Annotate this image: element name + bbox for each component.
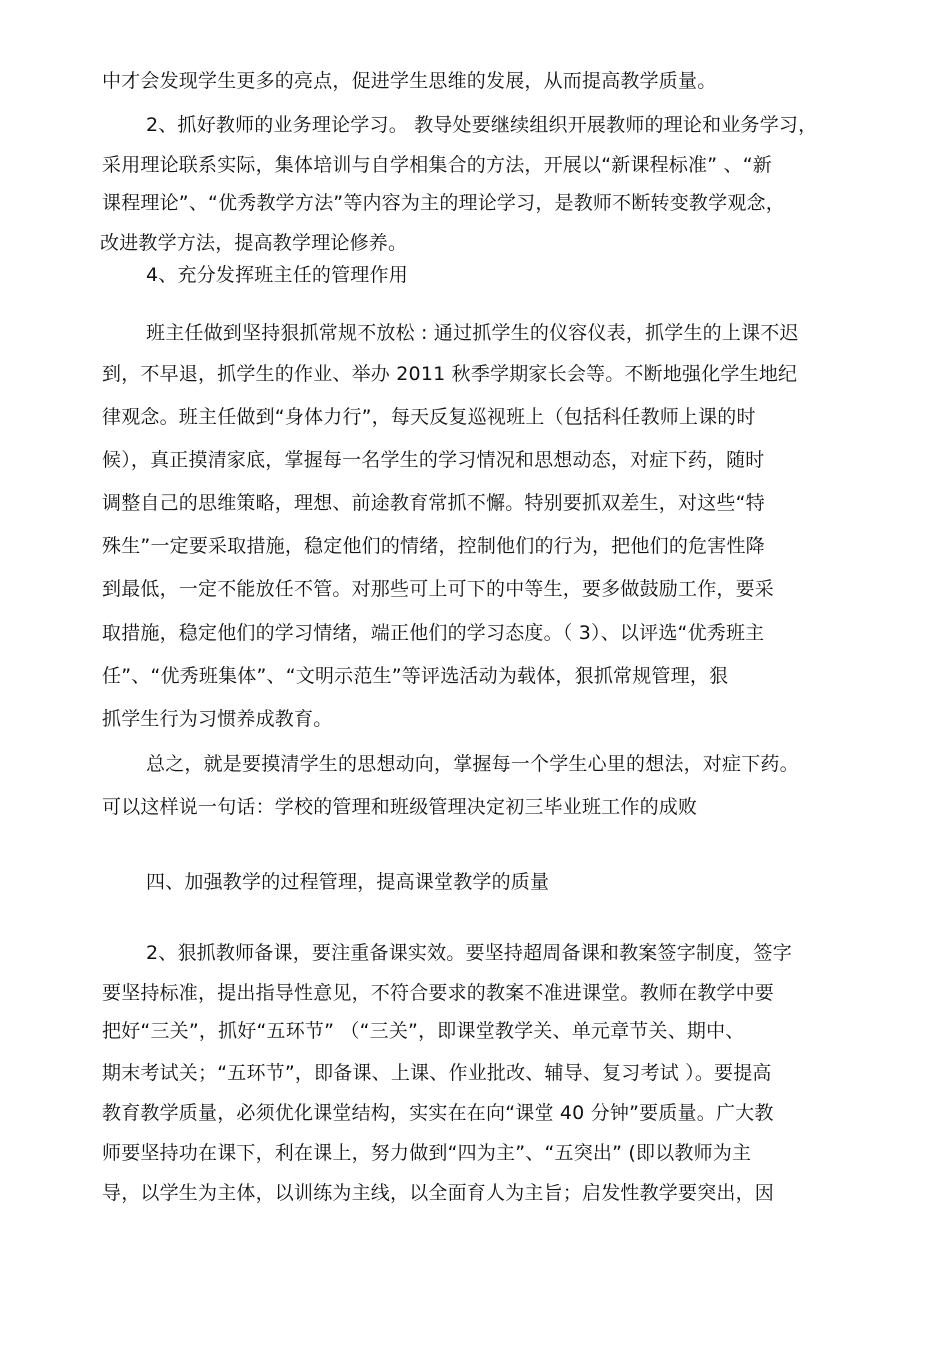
text-line: 导，以学生为主体，以训练为主线，以全面育人为主旨；启发性教学要突出，因 xyxy=(102,1182,775,1204)
text-line: 总之，就是要摸清学生的思想动向，掌握每一个学生心里的想法，对症下药。 xyxy=(146,753,799,775)
text-line: 抓学生行为习惯养成教育。 xyxy=(102,708,333,730)
text-line: 2、抓好教师的业务理论学习。 教导处要继续组织开展教师的理论和业务学习， xyxy=(146,114,818,136)
text-line: 殊生”一定要采取措施，稳定他们的情绪，控制他们的行为，把他们的危害性降 xyxy=(102,535,765,557)
text-line: 班主任做到坚持狠抓常规不放松 : 通过抓学生的仪容仪表，抓学生的上课不迟 xyxy=(146,322,799,344)
text-line: 律观念。班主任做到“身体力行”，每天反复巡视班上（包括科任教师上课的时 xyxy=(102,406,756,428)
text-line: 到最低，一定不能放任不管。对那些可上可下的中等生，要多做鼓励工作，要采 xyxy=(102,578,775,600)
text-line: 候），真正摸清家底，掌握每一名学生的学习情况和思想动态，对症下药，随时 xyxy=(102,449,765,471)
text-line: 教育教学质量，必须优化课堂结构，实实在在向“课堂 40 分钟”要质量。广大教 xyxy=(102,1102,774,1124)
text-line: 取措施，稳定他们的学习情绪，端正他们的学习态度。（ 3）、以评选“优秀班主 xyxy=(102,622,765,644)
text-line: 改进教学方法，提高教学理论修养。 xyxy=(100,232,408,254)
text-line: 把好“三关”，抓好“五环节” （“三关”，即课堂教学关、单元章节关、期中、 xyxy=(102,1020,745,1042)
section-heading: 四、加强教学的过程管理，提高课堂教学的质量 xyxy=(146,871,550,893)
text-line: 师要坚持功在课下，利在课上，努力做到“四为主”、“五突出” (即以教师为主 xyxy=(102,1142,752,1164)
section-heading: 4、充分发挥班主任的管理作用 xyxy=(146,264,408,286)
text-line: 采用理论联系实际，集体培训与自学相集合的方法，开展以“新课程标准” 、“新 xyxy=(102,154,772,176)
text-line: 可以这样说一句话：学校的管理和班级管理决定初三毕业班工作的成败 xyxy=(102,796,698,818)
text-line: 2、狠抓教师备课，要注重备课实效。要坚持超周备课和教案签字制度，签字 xyxy=(146,942,792,964)
text-line: 任”、“优秀班集体”、“文明示范生”等评选活动为载体，狠抓常规管理，狠 xyxy=(102,665,729,687)
text-line: 课程理论”、“优秀教学方法”等内容为主的理论学习，是教师不断转变教学观念， xyxy=(102,192,785,214)
text-line: 中才会发现学生更多的亮点，促进学生思维的发展，从而提高教学质量。 xyxy=(102,70,717,92)
text-line: 到，不早退，抓学生的作业、举办 2011 秋季学期家长会等。不断地强化学生地纪 xyxy=(102,363,798,385)
text-line: 要坚持标准，提出指导性意见，不符合要求的教案不准进课堂。教师在教学中要 xyxy=(102,982,775,1004)
text-line: 调整自己的思维策略，理想、前途教育常抓不懈。特别要抓双差生，对这些“特 xyxy=(102,492,765,514)
text-line: 期末考试关；“五环节”，即备课、上课、作业批改、辅导、复习考试 ）。要提高 xyxy=(102,1062,772,1084)
